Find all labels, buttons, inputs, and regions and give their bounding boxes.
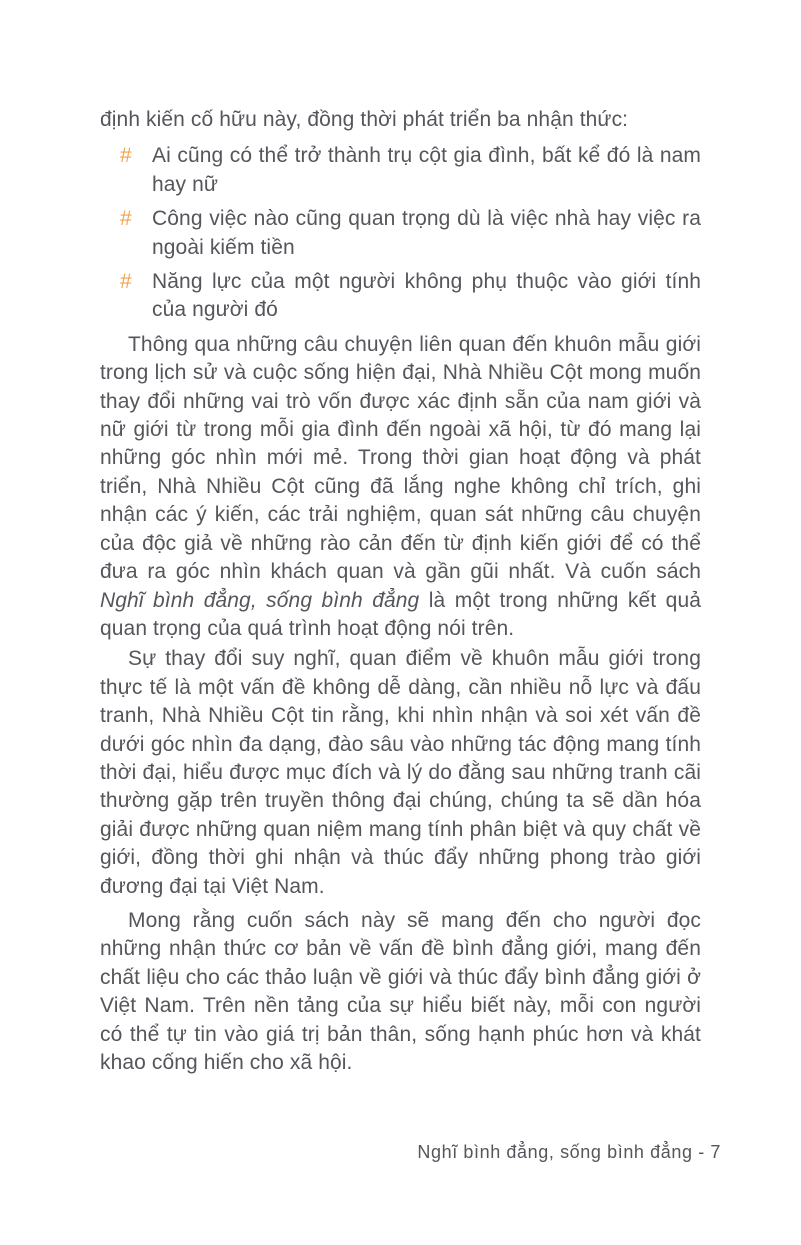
running-title-and-page-number: Nghĩ bình đẳng, sống bình đẳng - 7 bbox=[417, 1142, 721, 1162]
bullet-text: Ai cũng có thể trở thành trụ cột gia đình, bất kể đó là nam hay nữ bbox=[152, 144, 701, 196]
hash-bullet-icon: # bbox=[120, 270, 132, 294]
intro-continuation-line: định kiến cố hữu này, đồng thời phát triển ba nhận thức: bbox=[100, 108, 629, 131]
paragraph: Sự thay đổi suy nghĩ, quan điểm về khuôn mẫu giới trong thực tế là một vấn đề không dễ dàng, cần nhiều nỗ lực và đấu tranh, Nhà Nhiều Cột tin rằng, khi nhìn nhận và soi xét vấn đề dưới góc nhìn đa dạng, đào sâu vào những tác động mang tính thời đại, hiểu được mục đích và lý do đằng sau những tranh cãi thường gặp trên truyền thông đại chúng, chúng ta sẽ dần hóa giải được những quan niệm mang tính phân biệt và quy chất về giới, đồng thời ghi nhận và thúc đẩy những phong trào giới đương đại tại Việt Nam. bbox=[100, 647, 701, 898]
hash-bullet-icon: # bbox=[120, 144, 132, 168]
paragraph bbox=[100, 331, 701, 643]
list-item bbox=[100, 142, 701, 199]
list-item bbox=[100, 268, 701, 325]
page-footer bbox=[417, 1140, 721, 1164]
bullet-text: Công việc nào cũng quan trọng dù là việc nhà hay việc ra ngoài kiếm tiền bbox=[152, 207, 701, 259]
hash-bullet-icon: # bbox=[120, 207, 132, 231]
paragraph-text: là một trong những kết quả quan trọng của quá trình hoạt động nói trên. bbox=[100, 588, 701, 640]
paragraph-text: Thông qua những câu chuyện liên quan đến khuôn mẫu giới trong lịch sử và cuộc sống hiện đại, Nhà Nhiều Cột mong muốn thay đổi những vai trò vốn được xác định sẵn của nam giới và nữ giới từ trong mỗi gia đình đến ngoài xã hội, từ đó mang lại những góc nhìn mới mẻ. Trong thời gian hoạt động và phát triển, Nhà Nhiều Cột cũng đã lắng nghe không chỉ trích, ghi nhận các ý kiến, các trải nghiệm, quan sát những câu chuyện của độc giả về những rào cản đến từ định kiến giới để có thể đưa ra góc nhìn khách quan và gần gũi nhất. Và cuốn sách bbox=[100, 332, 701, 584]
bullet-text: Năng lực của một người không phụ thuộc vào giới tính của người đó bbox=[152, 270, 701, 322]
book-title-italic: Nghĩ bình đẳng, sống bình đẳng bbox=[100, 588, 420, 612]
book-page-body bbox=[100, 106, 701, 1077]
bullet-list bbox=[100, 142, 701, 324]
list-item bbox=[100, 205, 701, 262]
paragraph: Mong rằng cuốn sách này sẽ mang đến cho người đọc những nhận thức cơ bản về vấn đề bình đẳng giới, mang đến chất liệu cho các thảo luận về giới và thúc đẩy bình đẳng giới ở Việt Nam. Trên nền tảng của sự hiểu biết này, mỗi con người có thể tự tin vào giá trị bản thân, sống hạnh phúc hơn và khát khao cống hiến cho xã hội. bbox=[100, 908, 701, 1074]
